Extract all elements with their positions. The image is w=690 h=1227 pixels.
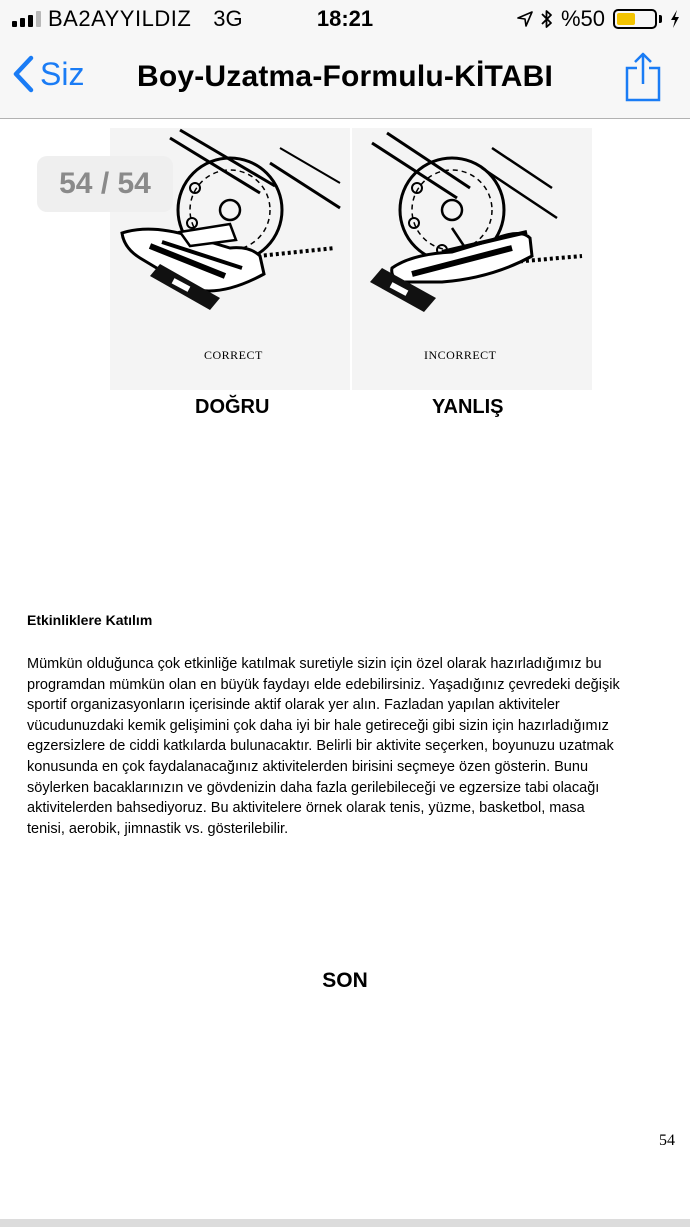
page-number: 54 xyxy=(659,1132,675,1149)
network-type: 3G xyxy=(213,6,243,31)
paragraph-line: programdan mümkün olan en büyük faydayı elde edebilirsiniz. Yaşadığınız çevredeki değişik xyxy=(27,676,620,693)
figure-label-incorrect: YANLIŞ xyxy=(432,396,504,418)
battery-icon xyxy=(613,9,657,29)
figure-incorrect xyxy=(352,128,592,390)
charging-bolt-icon xyxy=(670,10,680,28)
battery-percent: %50 xyxy=(560,6,605,31)
location-arrow-icon xyxy=(517,11,533,27)
figure-caption-correct: CORRECT xyxy=(204,348,263,362)
status-time: 18:21 xyxy=(316,6,374,31)
closing-text: SON xyxy=(322,969,368,992)
paragraph-line: egzersizlere de ciddi katkılarda bulunacaktır. Belirli bir aktivite seçerken, boyunuzu uzatmak xyxy=(27,738,614,755)
bluetooth-icon xyxy=(541,9,553,29)
figure-caption-incorrect: INCORRECT xyxy=(424,348,497,362)
paragraph-line: konusunda en çok faydalanacağınız aktivitelerden birisini seçmeye özen gösterin. Bunu xyxy=(27,758,589,775)
paragraph-line: Mümkün olduğunca çok etkinliğe katılmak suretiyle sizin için özel olarak hazırladığımız bu xyxy=(27,656,602,672)
paragraph-line: vücudunuzdaki kemik gelişimini çok daha iyi bir hale getireceği gibi sizin için hazırladığımız xyxy=(27,717,609,734)
battery-fill xyxy=(617,13,635,25)
share-icon xyxy=(624,52,662,102)
paragraph-line: tenisi, aerobik, jimnastik vs. gösterilebilir. xyxy=(27,820,289,837)
carrier-name: BA2AYYILDIZ xyxy=(48,6,192,31)
body-paragraph xyxy=(27,654,667,839)
document-title: Boy-Uzatma-Formulu-KİTABI xyxy=(136,60,554,93)
bicycle-pedal-incorrect-illustration xyxy=(352,128,592,348)
section-heading: Etkinliklere Katılım xyxy=(27,612,153,628)
navigation-bar xyxy=(0,40,690,119)
status-right xyxy=(517,6,680,32)
back-button-label: Siz xyxy=(40,55,85,92)
share-button[interactable] xyxy=(624,52,662,107)
paragraph-line: söylerken bacaklarınızın ve gövdenizin daha fazla gerilebileceği ve egzersize tabi olacağı xyxy=(27,779,600,796)
status-bar xyxy=(0,0,690,40)
page-counter: 54 / 54 xyxy=(37,156,173,212)
bottom-edge xyxy=(0,1219,690,1227)
battery-tip xyxy=(659,15,662,23)
paragraph-line: sportif organizasyonların içerisinde aktif olarak yer alın. Fazladan yapılan aktiviteler xyxy=(27,697,560,714)
paragraph-line: aktivitelerden bahsediyoruz. Bu aktivitelere örnek olarak tenis, yüzme, basketbol, masa xyxy=(27,800,585,817)
figure-label-correct: DOĞRU xyxy=(195,396,270,418)
